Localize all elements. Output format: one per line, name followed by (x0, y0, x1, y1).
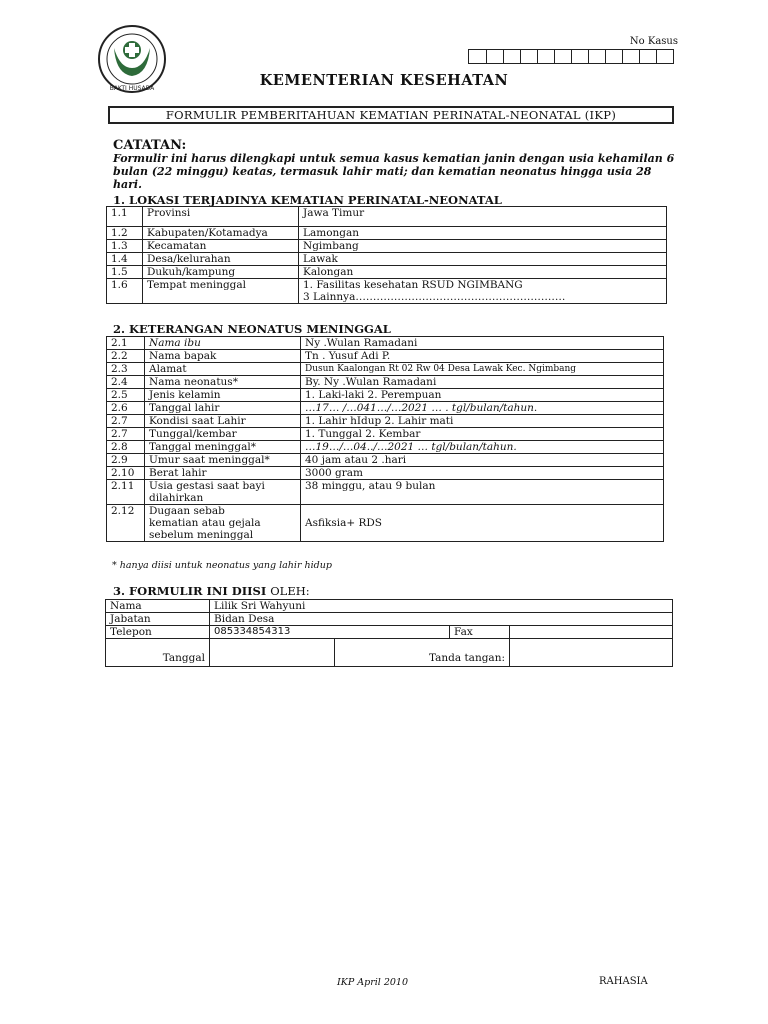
tanggal-label: Tanggal (106, 639, 210, 667)
section2-heading: 2. KETERANGAN NEONATUS MENINGGAL (113, 322, 391, 336)
row-number: 1.5 (107, 266, 143, 279)
row-value[interactable]: …17… /…041…/…2021 … . tgl/bulan/tahun. (301, 402, 664, 415)
table-row (107, 441, 664, 454)
table-row (106, 639, 673, 667)
table-row (107, 279, 667, 304)
jabatan-label: Jabatan (106, 613, 210, 626)
no-kasus-boxes[interactable] (468, 49, 674, 64)
logo-text: BAKTI HUSADA (109, 85, 155, 92)
row-number: 2.10 (107, 467, 145, 480)
row-number: 2.9 (107, 454, 145, 467)
row-number: 2.3 (107, 363, 145, 376)
section3-heading-suffix: OLEH: (270, 584, 310, 598)
kasus-box[interactable] (554, 50, 571, 63)
row-label: Tanggal meninggal* (145, 441, 301, 454)
row-value[interactable]: 3000 gram (301, 467, 664, 480)
row-value[interactable]: Lawak (299, 253, 667, 266)
page-title: KEMENTERIAN KESEHATAN (259, 72, 509, 89)
table-row (107, 505, 664, 542)
table-row (107, 480, 664, 505)
row-value[interactable]: Lamongan (299, 227, 667, 240)
row-label: Nama neonatus* (145, 376, 301, 389)
row-value[interactable]: 38 minggu, atau 9 bulan (301, 480, 664, 505)
row-value[interactable] (299, 279, 667, 304)
kasus-box[interactable] (622, 50, 639, 63)
footer-version: IKP April 2010 (337, 977, 409, 988)
table-row (107, 253, 667, 266)
row-number: 2.5 (107, 389, 145, 402)
table-row (107, 467, 664, 480)
table-row (107, 337, 664, 350)
section1-table (106, 206, 667, 304)
row-value[interactable]: Asfiksia+ RDS (301, 505, 664, 542)
row-label: Berat lahir (145, 467, 301, 480)
kasus-box[interactable] (571, 50, 588, 63)
row-label: Tanggal lahir (145, 402, 301, 415)
table-row (107, 350, 664, 363)
form-title: FORMULIR PEMBERITAHUAN KEMATIAN PERINATAL-NEONATAL (IKP) (108, 106, 674, 124)
row-value[interactable]: Tn . Yusuf Adi P. (301, 350, 664, 363)
fax-value[interactable] (510, 626, 673, 639)
label-line: Dugaan sebab (149, 505, 225, 517)
telepon-label: Telepon (106, 626, 210, 639)
row-label: Alamat (145, 363, 301, 376)
row-label: Nama bapak (145, 350, 301, 363)
row-label (145, 480, 301, 505)
row-label: Tunggal/kembar (145, 428, 301, 441)
label-line: kematian atau gejala (149, 517, 261, 529)
jabatan-value[interactable]: Bidan Desa (210, 613, 673, 626)
row-value[interactable]: 1. Laki-laki 2. Perempuan (301, 389, 664, 402)
row-value[interactable]: Jawa Timur (299, 207, 667, 227)
row-label: Kabupaten/Kotamadya (143, 227, 299, 240)
catatan-heading: CATATAN: (113, 138, 187, 153)
kasus-box[interactable] (520, 50, 537, 63)
table-row (107, 428, 664, 441)
kasus-box[interactable] (503, 50, 520, 63)
row-number: 2.7 (107, 415, 145, 428)
row-label: Nama ibu (145, 337, 301, 350)
row-number: 2.2 (107, 350, 145, 363)
tanggal-value[interactable] (210, 639, 335, 667)
table-row (107, 415, 664, 428)
row-number: 2.11 (107, 480, 145, 505)
section3-heading-main: 3. FORMULIR INI DIISI (113, 584, 267, 598)
catatan-text: Formulir ini harus dilengkapi untuk semua kasus kematian janin dengan usia kehamilan 6 bulan (22 minggu) keatas, termasuk lahir mati; dan kematian neonatus hingga usia 28 hari. (113, 152, 675, 191)
row-label: Desa/kelurahan (143, 253, 299, 266)
kasus-box[interactable] (537, 50, 554, 63)
row-value[interactable]: 1. Lahir hIdup 2. Lahir mati (301, 415, 664, 428)
table-row (107, 240, 667, 253)
table-row (107, 227, 667, 240)
tanda-tangan-label: Tanda tangan: (335, 639, 510, 667)
row-value[interactable]: …19…/…04../…2021 … tgl/bulan/tahun. (301, 441, 664, 454)
row-number: 1.4 (107, 253, 143, 266)
row-value[interactable]: Ny .Wulan Ramadani (301, 337, 664, 350)
row-number: 1.6 (107, 279, 143, 304)
row-label: Dukuh/kampung (143, 266, 299, 279)
row-value[interactable]: Dusun Kaalongan Rt 02 Rw 04 Desa Lawak Kec. Ngimbang (301, 363, 664, 376)
section2-table (106, 336, 664, 542)
value-line: 1. Fasilitas kesehatan RSUD NGIMBANG (303, 279, 523, 291)
kasus-box[interactable] (588, 50, 605, 63)
row-value[interactable]: Kalongan (299, 266, 667, 279)
value-line: 3 Lainnya…………………………………………………… (303, 291, 566, 303)
footer-confidential: RAHASIA (599, 976, 648, 987)
row-number: 1.1 (107, 207, 143, 227)
row-number: 2.1 (107, 337, 145, 350)
fax-label: Fax (450, 626, 510, 639)
table-row (107, 376, 664, 389)
row-number: 2.4 (107, 376, 145, 389)
label-line: sebelum meninggal (149, 529, 254, 541)
table-row (107, 266, 667, 279)
row-value[interactable]: 1. Tunggal 2. Kembar (301, 428, 664, 441)
kasus-box[interactable] (486, 50, 503, 63)
section3-table (105, 599, 673, 667)
row-value[interactable]: By. Ny .Wulan Ramadani (301, 376, 664, 389)
table-row (107, 389, 664, 402)
footnote: * hanya diisi untuk neonatus yang lahir hidup (112, 560, 332, 571)
no-kasus-label: No Kasus (629, 36, 678, 47)
label-line: dilahirkan (149, 492, 204, 504)
section3-heading (113, 584, 310, 598)
row-number: 1.3 (107, 240, 143, 253)
nama-label: Nama (106, 600, 210, 613)
row-label (145, 505, 301, 542)
kasus-box[interactable] (605, 50, 622, 63)
row-label: Jenis kelamin (145, 389, 301, 402)
row-number: 2.12 (107, 505, 145, 542)
row-number: 1.2 (107, 227, 143, 240)
table-row (106, 613, 673, 626)
row-label: Umur saat meninggal* (145, 454, 301, 467)
telepon-value[interactable]: 085334854313 (210, 626, 450, 639)
kasus-box[interactable] (469, 50, 486, 63)
row-label: Kecamatan (143, 240, 299, 253)
table-row (107, 402, 664, 415)
tanda-tangan-value[interactable] (510, 639, 673, 667)
row-number: 2.6 (107, 402, 145, 415)
table-row (106, 626, 673, 639)
row-number: 2.7 (107, 428, 145, 441)
kasus-box[interactable] (639, 50, 656, 63)
row-value[interactable]: 40 jam atau 2 .hari (301, 454, 664, 467)
row-label: Kondisi saat Lahir (145, 415, 301, 428)
row-label: Provinsi (143, 207, 299, 227)
table-row (106, 600, 673, 613)
nama-value[interactable]: Lilik Sri Wahyuni (210, 600, 673, 613)
row-value[interactable]: Ngimbang (299, 240, 667, 253)
table-row (107, 207, 667, 227)
row-label: Tempat meninggal (143, 279, 299, 304)
table-row (107, 454, 664, 467)
table-row (107, 363, 664, 376)
row-number: 2.8 (107, 441, 145, 454)
kasus-box[interactable] (656, 50, 673, 63)
label-line: Usia gestasi saat bayi (149, 480, 265, 492)
section1-heading: 1. LOKASI TERJADINYA KEMATIAN PERINATAL-NEONATAL (113, 193, 502, 207)
